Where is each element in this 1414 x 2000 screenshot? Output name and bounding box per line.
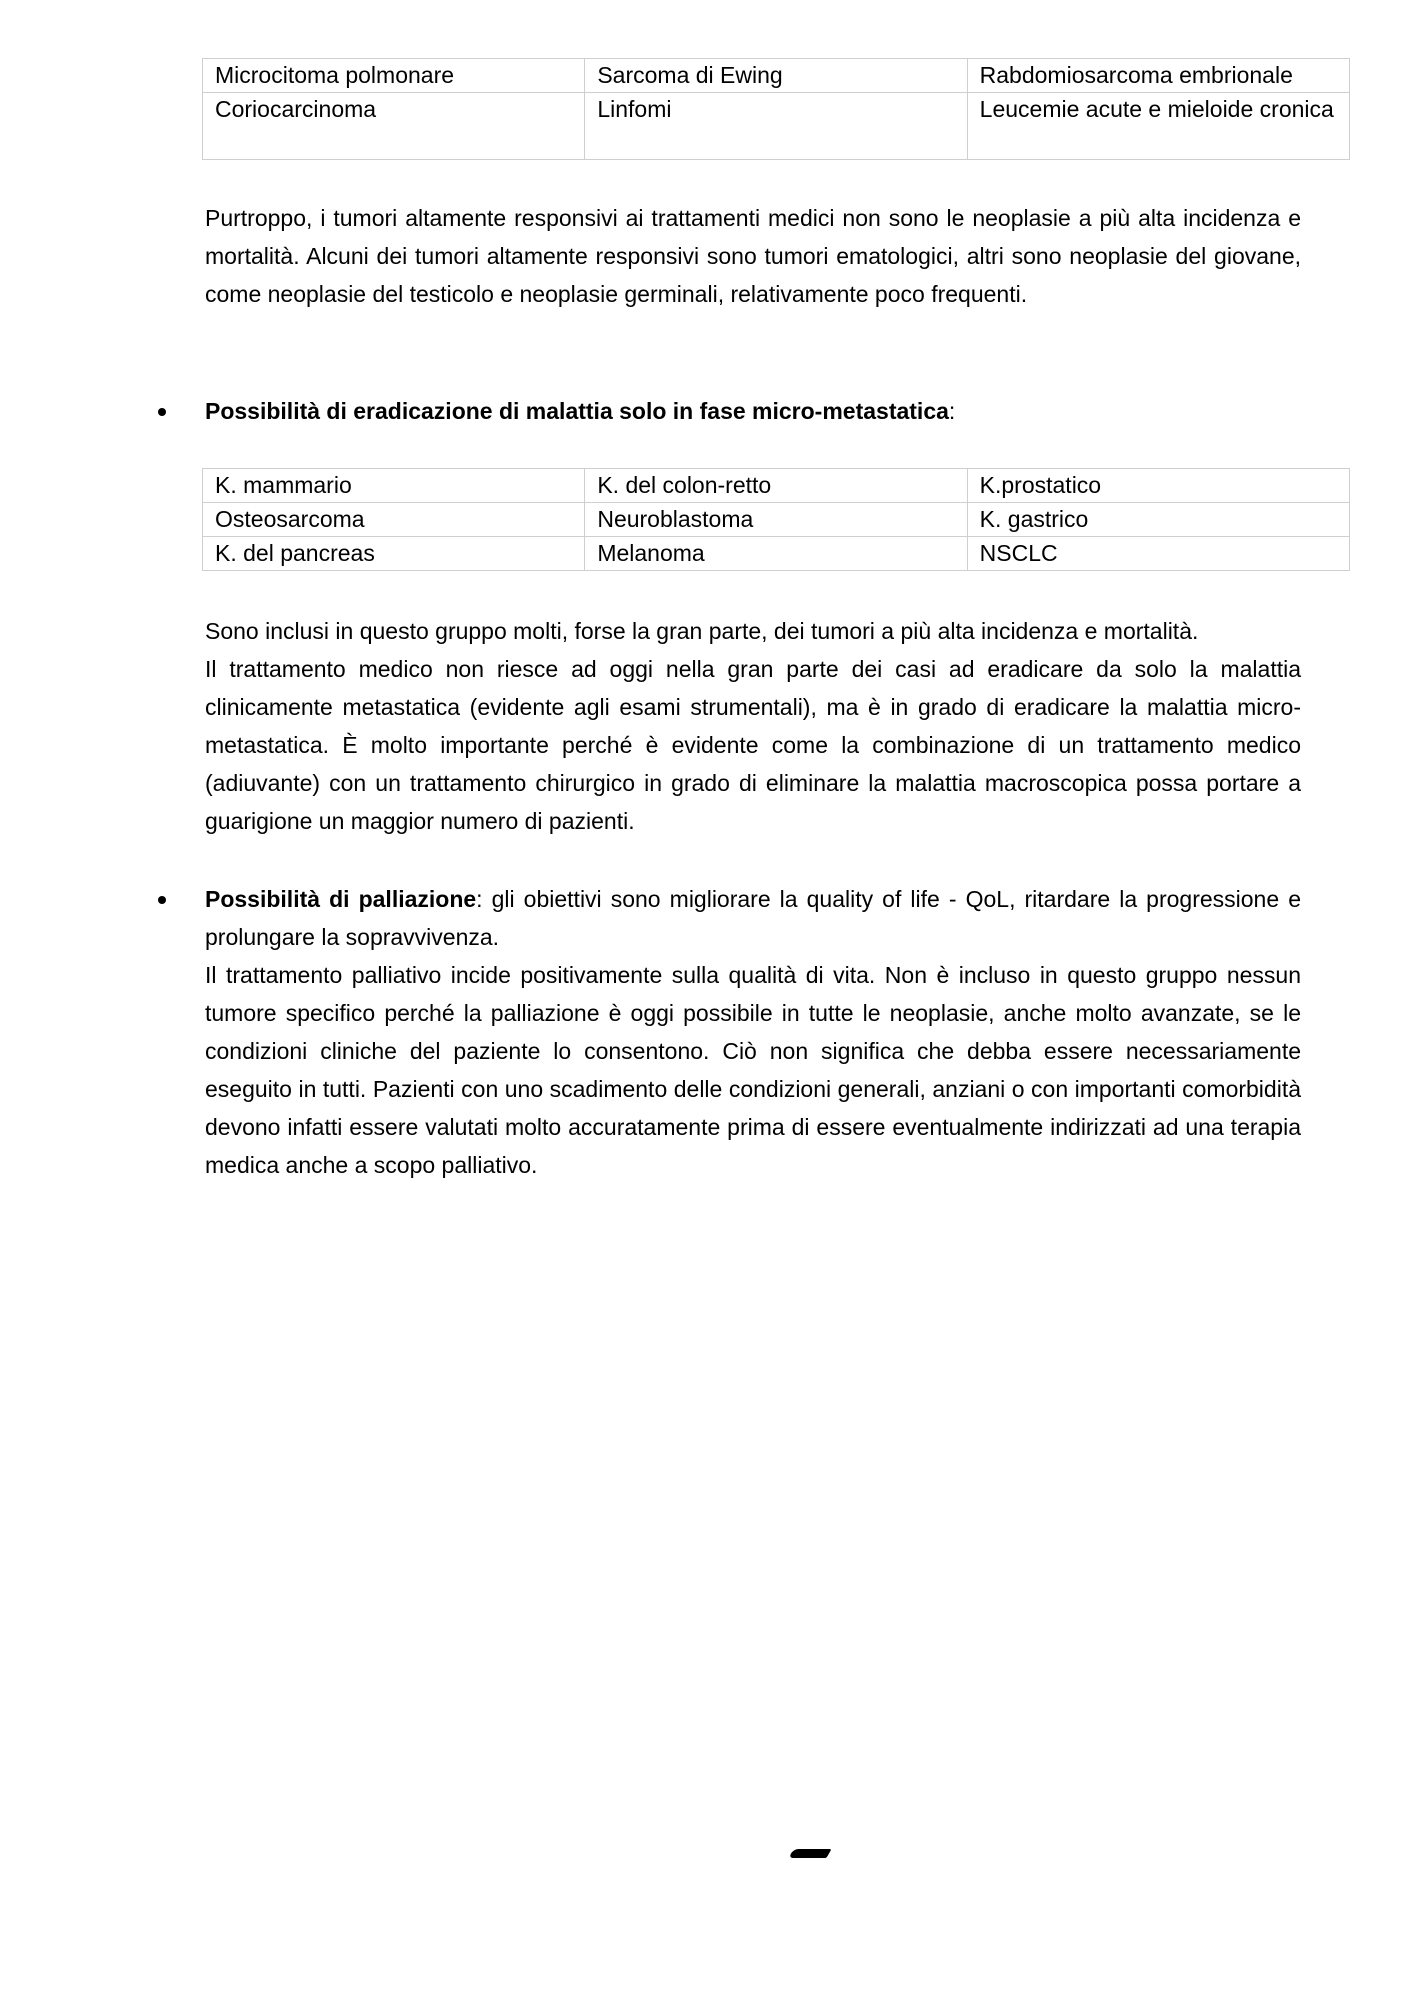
bullet-icon <box>158 896 166 904</box>
table-cell: Melanoma <box>585 537 967 571</box>
table-row <box>203 469 1350 503</box>
table-cell: Coriocarcinoma <box>203 93 585 160</box>
bullet-icon <box>158 408 166 416</box>
table-cell: NSCLC <box>967 537 1349 571</box>
page-number-mark <box>788 1849 831 1858</box>
table-cell: K.prostatico <box>967 469 1349 503</box>
table-cell: Leucemie acute e mieloide cronica <box>967 93 1349 160</box>
bullet-suffix: : <box>948 398 956 424</box>
table-cell: Osteosarcoma <box>203 503 585 537</box>
micro-metastatic-tumors-table <box>202 468 1350 571</box>
paragraph-responsive: Purtroppo, i tumori altamente responsivi ai trattamenti medici non sono le neoplasie a più alta incidenza e mortalità. Alcuni dei tumori altamente responsivi sono tumori ematologici, altri sono neoplasie del giovane, come neoplasie del testicolo e neoplasie germinali, relativamente poco frequenti. <box>205 205 1301 307</box>
table-cell: K. del colon-retto <box>585 469 967 503</box>
table-row <box>203 59 1350 93</box>
table-cell: Linfomi <box>585 93 967 160</box>
table-cell: Microcitoma polmonare <box>203 59 585 93</box>
paragraph-micro: Il trattamento medico non riesce ad oggi nella gran parte dei casi ad eradicare da solo la malattia clinicamente metastatica (evidente agli esami strumentali), ma è in grado di eradicare la malattia micro-metastatica. È molto importante perché è evidente come la combinazione di un trattamento medico (adiuvante) con un trattamento chirurgico in grado di eliminare la malattia macroscopica possa portare a guarigione un maggior numero di pazienti. <box>205 656 1301 834</box>
paragraph-micro-line1: Sono inclusi in questo gruppo molti, forse la gran parte, dei tumori a più alta incidenza e mortalità. <box>205 618 1199 644</box>
bullet-text: : gli obiettivi sono migliorare la quality of life - QoL, ritardare la progressione e prolungare la sopravvivenza. <box>205 886 1301 950</box>
table-cell: K. del pancreas <box>203 537 585 571</box>
paragraph-palliation: Il trattamento palliativo incide positivamente sulla qualità di vita. Non è incluso in questo gruppo nessun tumore specifico perché la palliazione è oggi possibile in tutte le neoplasie, anche molto avanzate, se le condizioni cliniche del paziente lo consentono. Ciò non significa che debba essere necessariamente eseguito in tutti. Pazienti con uno scadimento delle condizioni generali, anziani o con importanti comorbidità devono infatti essere valutati molto accuratamente prima di essere eventualmente indirizzati ad una terapia medica anche a scopo palliativo. <box>205 962 1301 1178</box>
table-cell: Rabdomiosarcoma embrionale <box>967 59 1349 93</box>
table-cell: K. mammario <box>203 469 585 503</box>
table-row <box>203 93 1350 160</box>
table-cell: K. gastrico <box>967 503 1349 537</box>
table-row <box>203 503 1350 537</box>
table-cell: Sarcoma di Ewing <box>585 59 967 93</box>
bullet-heading: Possibilità di eradicazione di malattia solo in fase micro-metastatica <box>205 398 949 424</box>
table-row <box>203 537 1350 571</box>
responsive-tumors-table <box>202 58 1350 160</box>
table-cell: Neuroblastoma <box>585 503 967 537</box>
bullet-heading: Possibilità di palliazione <box>205 886 477 912</box>
